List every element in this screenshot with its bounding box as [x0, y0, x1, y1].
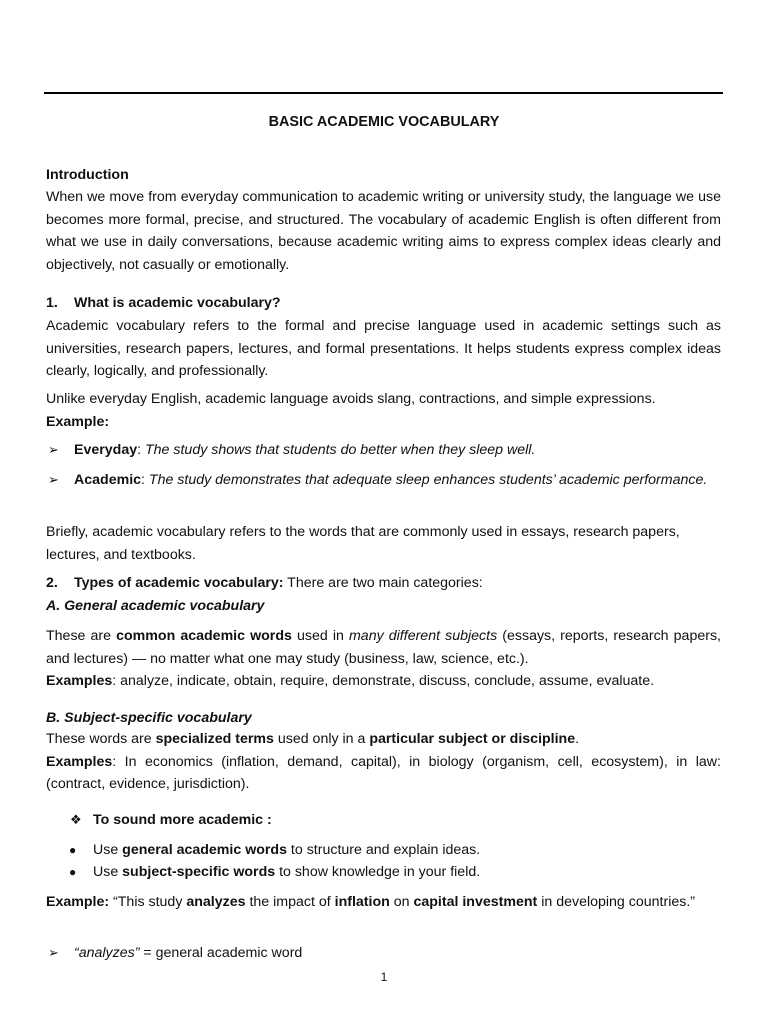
bullet-icon: ●	[69, 865, 77, 879]
example-label: Example:	[46, 413, 110, 430]
page-number: 1	[380, 970, 388, 984]
document-title: BASIC ACADEMIC VOCABULARY	[268, 114, 500, 130]
subsection-b-paragraph: These words are specialized terms used only in a particular subject or discipline. Examples: In economics (inflation, demand, capital), in biology (organism, cell, ecosystem), in law: (contract, evidence, jurisdiction).	[46, 731, 721, 793]
tips-heading: ❖ To sound more academic :	[70, 809, 710, 832]
everyday-example-item: ➢ Everyday: The study shows that students do better when they sleep well.	[46, 439, 721, 462]
tip-item-2: ● Use subject-specific words to show knowledge in your field.	[66, 861, 716, 884]
section-1-paragraph-1: Academic vocabulary refers to the formal and precise language used in academic settings such as universities, research papers, lectures, and formal presentations. It helps students express complex ideas clearly, logically, and professionally.	[46, 318, 721, 380]
tips-example: Example: “This study analyzes the impact of inflation on capital investment in developing countries.”	[46, 894, 695, 910]
section-1-paragraph-2: Unlike everyday English, academic language avoids slang, contractions, and simple expressions. Example:	[46, 391, 656, 430]
intro-heading: Introduction	[46, 167, 129, 183]
briefly-paragraph: Briefly, academic vocabulary refers to the words that are commonly used in essays, research papers, lectures, and textbooks.	[46, 524, 680, 563]
arrow-bullet-icon: ➢	[48, 442, 59, 457]
bullet-icon: ●	[69, 843, 77, 857]
subsection-b-heading: B. Subject-specific vocabulary	[46, 710, 252, 726]
tip-item-1: ● Use general academic words to structure and explain ideas.	[66, 839, 716, 862]
arrow-bullet-icon: ➢	[48, 472, 59, 487]
diamond-bullet-icon: ❖	[70, 812, 82, 827]
arrow-bullet-icon: ➢	[48, 945, 59, 960]
top-rule	[44, 92, 723, 94]
subsection-a-paragraph: These are common academic words used in many different subjects (essays, reports, research papers, and lectures) — no matter what one may study (business, law, science, etc.). Examples: analyze, indicate, obtain, require, demonstrate, discuss, conclude, assume, evaluate.	[46, 628, 721, 690]
section-1-heading: 1. What is academic vocabulary?	[46, 295, 281, 311]
intro-paragraph: When we move from everyday communication to academic writing or university study, the language we use becomes more formal, precise, and structured. The vocabulary of academic English is often different from what we use in daily conversations, because academic writing aims to express complex ideas clearly and objectively, not casually or emotionally.	[46, 189, 721, 273]
subsection-a-heading: A. General academic vocabulary	[46, 598, 265, 614]
academic-example-item: ➢ Academic: The study demonstrates that adequate sleep enhances students’ academic performance.	[46, 469, 721, 492]
section-2-heading: 2. Types of academic vocabulary: There are two main categories:	[46, 575, 483, 591]
analyzes-note-item: ➢ “analyzes” = general academic word	[46, 942, 721, 965]
